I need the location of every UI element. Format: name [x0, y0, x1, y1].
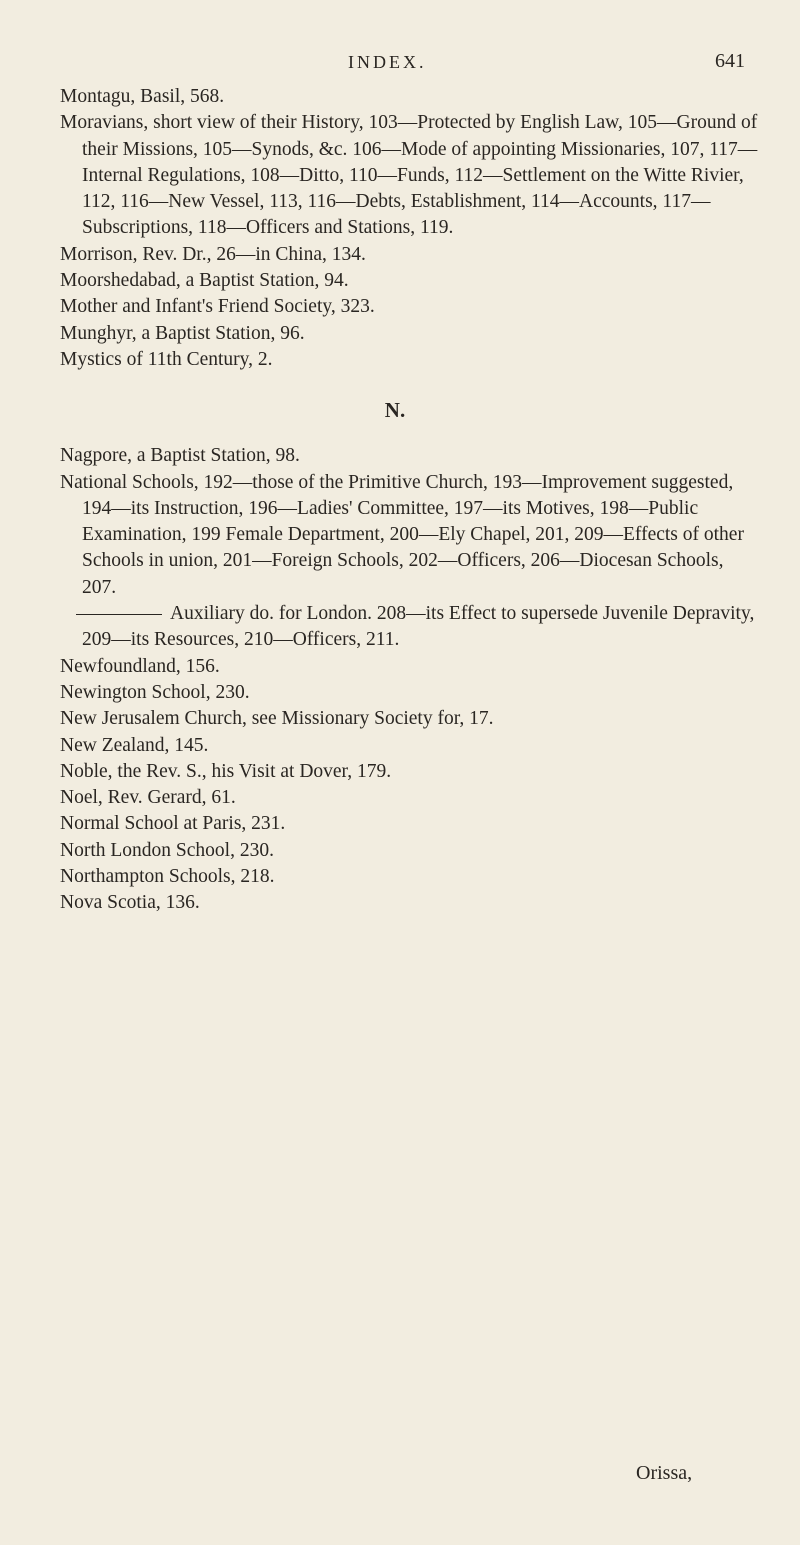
index-entry: New Jerusalem Church, see Missionary Society for, 17. — [60, 708, 494, 730]
subentry-text: Auxiliary do. for London. 208—its Effect to supersede Juvenile Depravity, 209—its Resources, 210—Officers, 211. — [82, 603, 755, 651]
catchword: Orissa, — [636, 1462, 693, 1484]
index-entry: Newington School, 230. — [60, 681, 250, 703]
index-entry: Moravians, short view of their History, 103—Protected by English Law, 105—Ground of their Missions, 105—Synods, &c. 106—Mode of appointing Missionaries, 107, 117—Internal Regulations, 108—Ditto, 110—Funds, 112—Settlement on the Witte Rivier, 112, 116—New Vessel, 113, 116—Debts, Establishment, 114—Accounts, 117—Subscriptions, 118—Officers and Stations, 119. — [60, 112, 758, 239]
index-entry: National Schools, 192—those of the Primitive Church, 193—Improvement suggested, 194—its Instruction, 196—Ladies' Committee, 197—its Motives, 198—Public Examination, 199 Female Department, 200—Ely Chapel, 201, 209—Effects of other Schools in union, 201—Foreign Schools, 202—Officers, 206—Diocesan Schools, 207. — [60, 471, 744, 598]
index-entry: Munghyr, a Baptist Station, 96. — [60, 322, 305, 344]
index-entry: Nova Scotia, 136. — [60, 892, 200, 914]
index-subentry — [60, 601, 760, 654]
ditto-dash — [76, 614, 162, 615]
index-entry: Nagpore, a Baptist Station, 98. — [60, 445, 300, 467]
index-entry: Mother and Infant's Friend Society, 323. — [60, 296, 375, 318]
running-title: INDEX. — [348, 52, 427, 72]
index-entry: North London School, 230. — [60, 839, 274, 861]
index-entry: Normal School at Paris, 231. — [60, 813, 286, 835]
index-entry: Newfoundland, 156. — [60, 655, 220, 677]
index-entry: New Zealand, 145. — [60, 734, 209, 756]
index-entry: Morrison, Rev. Dr., 26—in China, 134. — [60, 243, 366, 265]
running-head — [0, 50, 800, 80]
index-entry: Montagu, Basil, 568. — [60, 86, 225, 107]
index-entry: Mystics of 11th Century, 2. — [60, 348, 273, 370]
index-entry: Northampton Schools, 218. — [60, 866, 275, 888]
index-entry: Moorshedabad, a Baptist Station, 94. — [60, 270, 349, 292]
index-list — [60, 84, 760, 917]
page-number: 641 — [715, 50, 745, 72]
index-entry: Noel, Rev. Gerard, 61. — [60, 787, 236, 809]
section-heading-n: N. — [384, 398, 406, 423]
index-entry: Noble, the Rev. S., his Visit at Dover, 179. — [60, 760, 392, 782]
